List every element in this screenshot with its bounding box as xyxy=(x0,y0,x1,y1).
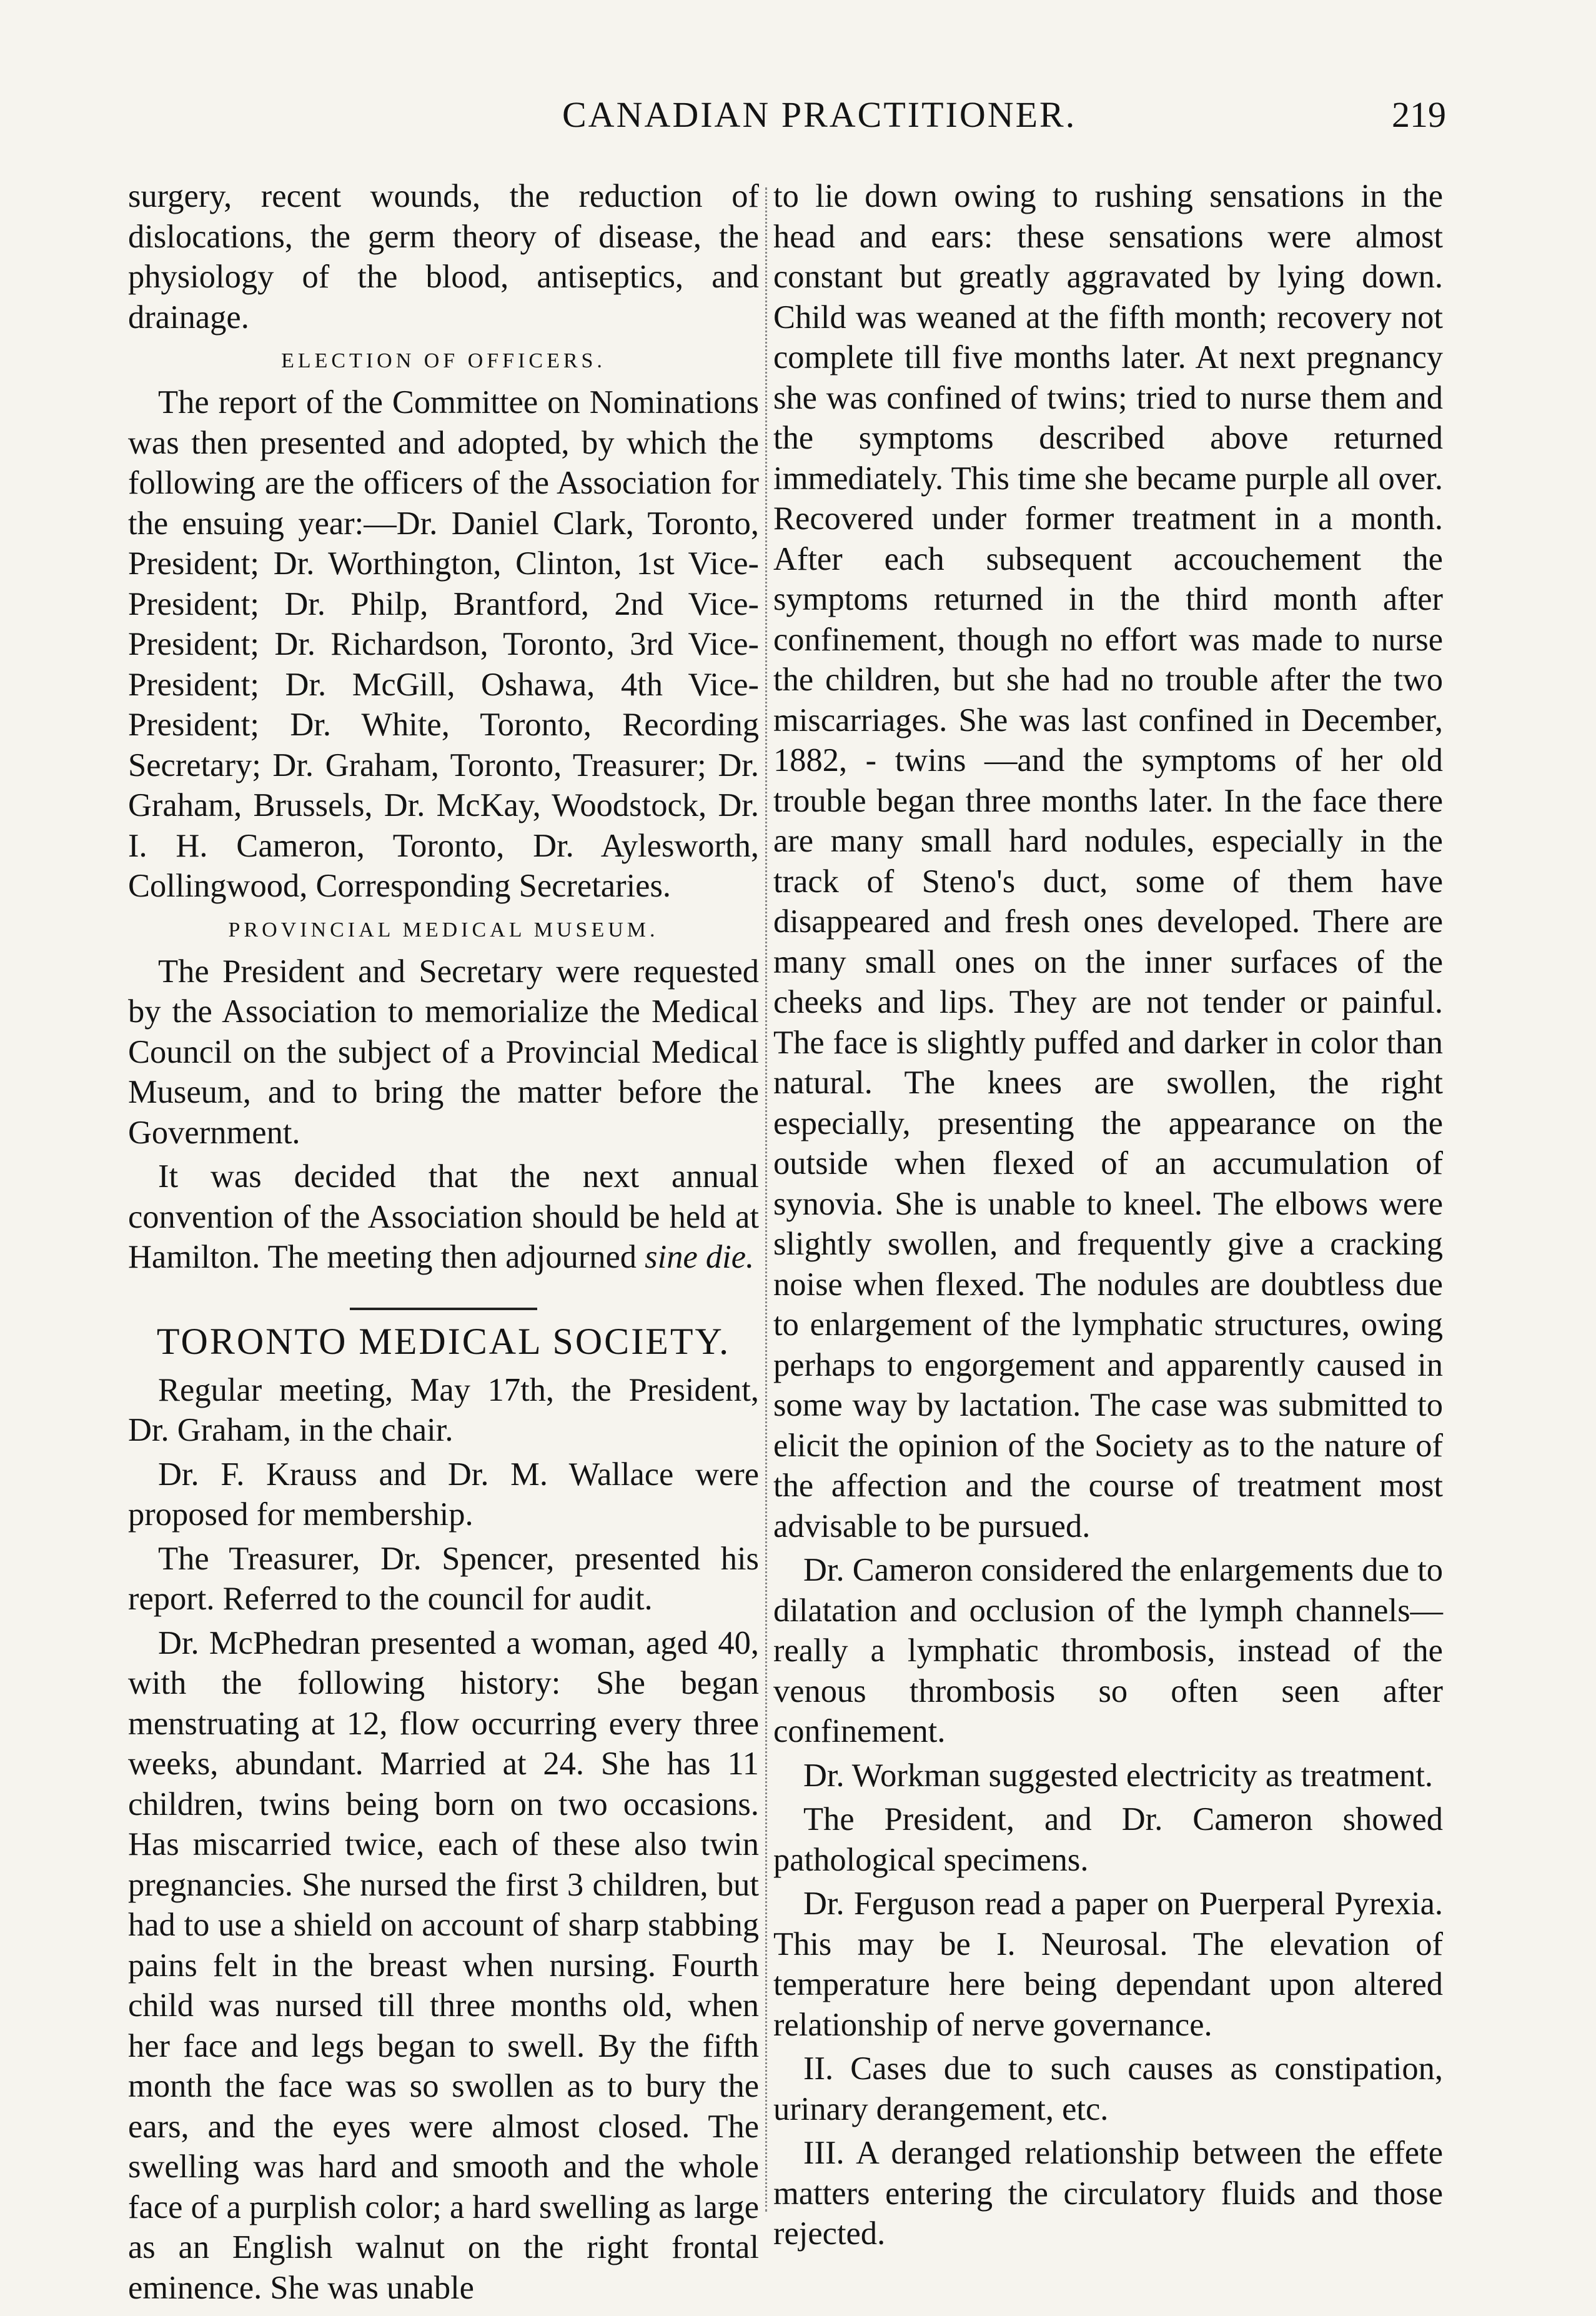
page-number: 219 xyxy=(1392,94,1446,135)
paragraph: The Treasurer, Dr. Spencer, presented his report. Referred to the council for audit. xyxy=(128,1540,759,1617)
paragraph: Dr. Cameron considered the enlargements due to dilatation and occlusion of the lymph channels—really a lymphatic thrombosis, instead of the venous thrombosis so often seen after confinement. xyxy=(773,1552,1443,1749)
paragraph xyxy=(128,1156,759,1278)
paragraph-text: It was decided that the next annual convention of the Association should be held at Hamilton. The meeting then adjourned xyxy=(128,1158,759,1275)
paragraph: Dr. F. Krauss and Dr. M. Wallace were proposed for membership. xyxy=(128,1456,759,1533)
paragraph: Dr. McPhedran presented a woman, aged 40, with the following history: She began menstruating at 12, flow occurring every three weeks, abundant. Married at 24. She has 11 children, twins being born on two occasions. Has miscarried twice, each of these also twin pregnancies. She nursed the first 3 children, but had to use a shield on account of sharp stabbing pains felt in the breast when nursing. Fourth child was nursed till three months old, when her face and legs began to swell. By the fifth month the face was so swollen as to bury the ears, and the eyes were almost closed. The swelling was hard and smooth and the whole face of a purplish color; a hard swelling as large as an English walnut on the right frontal eminence. She was unable xyxy=(128,1624,759,2306)
paragraph: Regular meeting, May 17th, the President, Dr. Graham, in the chair. xyxy=(128,1371,759,1448)
left-column xyxy=(128,176,759,2312)
paragraph: Dr. Workman suggested electricity as treatment. xyxy=(803,1757,1434,1794)
subheading-provincial-medical-museum: PROVINCIAL MEDICAL MUSEUM. xyxy=(228,918,659,942)
section-title: TORONTO MEDICAL SOCIETY. xyxy=(156,1320,731,1362)
right-column xyxy=(773,176,1443,2258)
subheading-election-of-officers: ELECTION OF OFFICERS. xyxy=(281,349,606,372)
paragraph: The report of the Committee on Nominations was then presented and adopted, by which the following are the officers of the Association for the ensuing year:—Dr. Daniel Clark, Toronto, President; Dr. Worthington, Clinton, 1st Vice-President; Dr. Philp, Brantford, 2nd Vice-President; Dr. Richardson, Toronto, 3rd Vice-President; Dr. McGill, Oshawa, 4th Vice-President; Dr. White, Toronto, Recording Secretary; Dr. Graham, Toronto, Treasurer; Dr. Graham, Brussels, Dr. McKay, Woodstock, Dr. I. H. Cameron, Toronto, Dr. Aylesworth, Collingwood, Corresponding Secretaries. xyxy=(128,384,759,904)
column-separator xyxy=(765,187,767,2212)
paragraph: III. A deranged relationship between the effete matters entering the circulatory fluids and those rejected. xyxy=(773,2135,1443,2252)
paragraph: to lie down owing to rushing sensations in the head and ears: these sensations were almost constant but greatly aggravated by lying down. Child was weaned at the fifth month; recovery not complete till five months later. At next pregnancy she was confined of twins; tried to nurse them and the symptoms described above returned immediately. This time she became purple all over. Recovered under former treatment in a month. After each subsequent accouchement the symptoms returned in the third month after confinement, though no effort was made to nurse the children, but she had no trouble after the two miscarriages. She was last confined in December, 1882, - twins —and the symptoms of her old trouble began three months later. In the face there are many small hard nodules, especially in the track of Steno's duct, some of them have disappeared and fresh ones developed. There are many small ones on the inner surfaces of the cheeks and lips. They are not tender or painful. The face is slightly puffed and darker in color than natural. The knees are swollen, the right especially, presenting the appearance on the outside when flexed of an accumulation of synovia. She is unable to kneel. The elbows were slightly swollen, and frequently give a cracking noise when flexed. The nodules are doubtless due to enlargement of the lymphatic structures, owing perhaps to engorgement and apparently caused in some way by lactation. The case was submitted to elicit the opinion of the Society as to the nature of the affection and the course of treatment most advisable to be pursued. xyxy=(773,178,1443,1544)
latin-phrase: sine die. xyxy=(645,1239,755,1275)
paragraph: II. Cases due to such causes as constipation, urinary derangement, etc. xyxy=(773,2050,1443,2127)
paragraph: surgery, recent wounds, the reduction of dislocations, the germ theory of disease, the physiology of the blood, antiseptics, and drainage. xyxy=(128,178,759,335)
paragraph: The President and Secretary were requested by the Association to memorialize the Medical Council on the subject of a Provincial Medical Museum, and to bring the matter before the Government. xyxy=(128,953,759,1151)
paragraph: The President, and Dr. Cameron showed pathological specimens. xyxy=(773,1801,1443,1878)
page-header xyxy=(187,94,1446,150)
section-divider xyxy=(350,1308,537,1310)
running-title: CANADIAN PRACTITIONER. xyxy=(562,94,1077,135)
paragraph: Dr. Ferguson read a paper on Puerperal Pyrexia. This may be I. Neurosal. The elevation of temperature here being dependant upon altered relationship of nerve governance. xyxy=(773,1886,1443,2043)
